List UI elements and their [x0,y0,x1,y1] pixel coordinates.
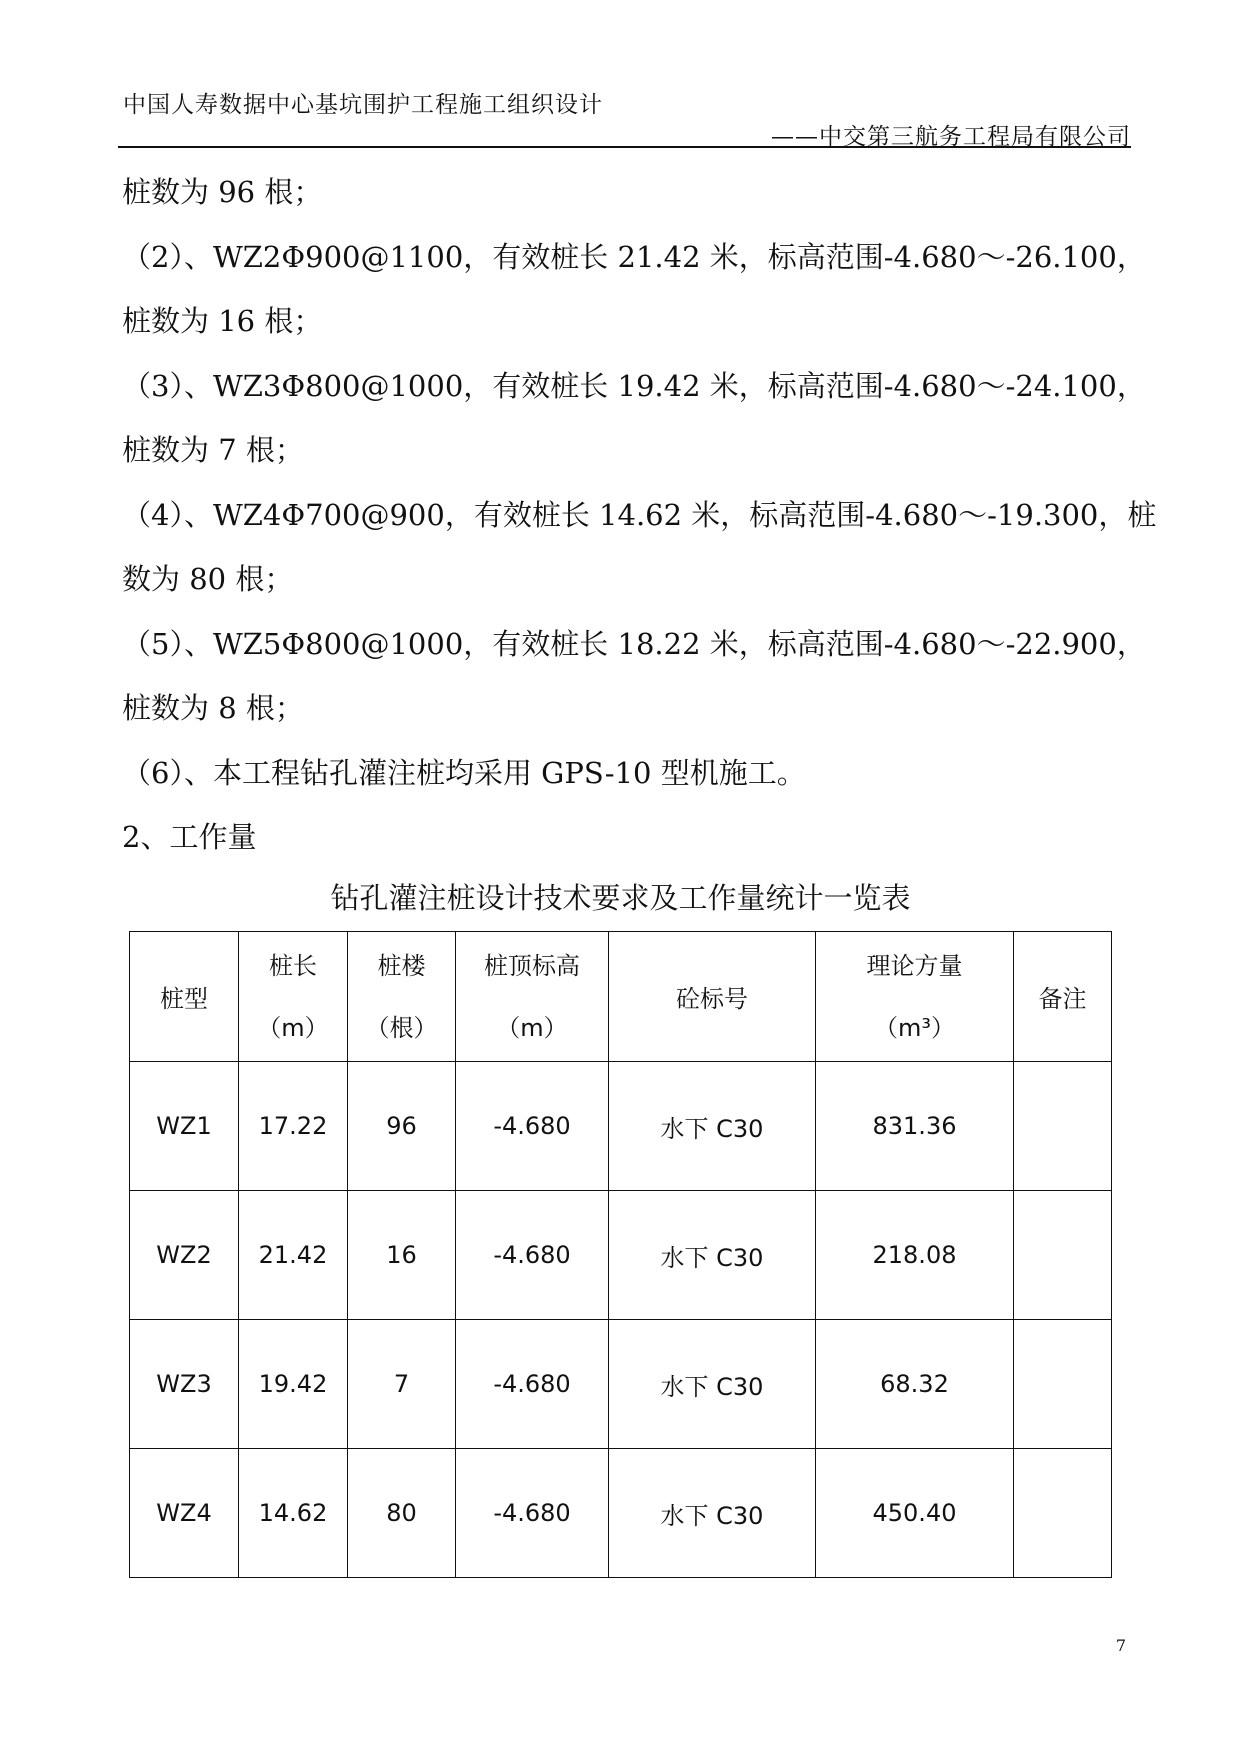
body-line: 桩数为 7 根； [122,433,304,467]
cell-type: WZ4 [130,1449,239,1578]
cell-remark [1014,1062,1112,1191]
table-row [130,1191,1112,1320]
cell-length: 14.62 [239,1449,348,1578]
cell-length: 17.22 [239,1062,348,1191]
cell-top-elevation: -4.680 [456,1062,609,1191]
body-line: （6）、本工程钻孔灌注桩均采用 GPS-10 型机施工。 [122,755,806,790]
header-count-unit: （根） [365,1013,438,1042]
cell-concrete-grade: 水下 C30 [609,1449,816,1578]
table-row [130,1320,1112,1449]
body-line: 桩数为 96 根； [122,175,323,209]
cell-remark [1014,1449,1112,1578]
running-header-company: ——中交第三航务工程局有限公司 [771,124,1131,150]
header-volume-label: 理论方量 [866,951,963,980]
cell-remark [1014,1320,1112,1449]
header-top-elevation [456,932,609,1062]
cell-count: 16 [348,1191,456,1320]
cell-type: WZ1 [130,1062,239,1191]
header-length [239,932,348,1062]
header-length-label: 桩长 [269,951,317,980]
header-top-elevation-label: 桩顶标高 [484,951,580,980]
cell-concrete-grade: 水下 C30 [609,1320,816,1449]
body-line: 桩数为 8 根； [122,691,304,725]
body-text [122,160,1157,870]
cell-top-elevation: -4.680 [456,1320,609,1449]
body-line: （2）、WZ2Φ900@1100，有效桩长 21.42 米，标高范围-4.680～-26.100， [122,239,1146,274]
header-count-label: 桩楼 [377,951,426,980]
cell-volume: 450.40 [816,1449,1014,1578]
table-header-row [130,932,1112,1062]
header-remark: 备注 [1014,932,1112,1062]
page-number: 7 [1115,1636,1126,1655]
body-line: 数为 80 根； [122,562,294,596]
header-volume-unit: （m³） [874,1013,955,1042]
body-line: （5）、WZ5Φ800@1000，有效桩长 18.22 米，标高范围-4.680～-22.900， [122,626,1146,661]
cell-concrete-grade: 水下 C30 [609,1062,816,1191]
body-line: 桩数为 16 根； [122,304,323,338]
cell-remark [1014,1191,1112,1320]
cell-length: 19.42 [239,1320,348,1449]
table-title: 钻孔灌注桩设计技术要求及工作量统计一览表 [330,881,911,915]
cell-type: WZ3 [130,1320,239,1449]
cell-count: 7 [348,1320,456,1449]
header-concrete-grade: 砼标号 [609,932,816,1062]
section-heading: 2、工作量 [122,820,257,854]
cell-top-elevation: -4.680 [456,1449,609,1578]
cell-type: WZ2 [130,1191,239,1320]
header-type: 桩型 [130,932,239,1062]
cell-length: 21.42 [239,1191,348,1320]
running-header-title: 中国人寿数据中心基坑围护工程施工组织设计 [123,92,603,118]
cell-volume: 218.08 [816,1191,1014,1320]
header-count [348,932,456,1062]
cell-top-elevation: -4.680 [456,1191,609,1320]
body-line: （3）、WZ3Φ800@1000，有效桩长 19.42 米，标高范围-4.680～-24.100， [122,368,1146,403]
table-row [130,1449,1112,1578]
header-length-unit: （m） [257,1013,329,1042]
header-rule [118,146,1131,148]
table-row [130,1062,1112,1191]
cell-volume: 68.32 [816,1320,1014,1449]
header-volume [816,932,1014,1062]
workload-table [129,931,1112,1578]
body-line: （4）、WZ4Φ700@900，有效桩长 14.62 米，标高范围-4.680～-19.300，桩 [122,497,1157,532]
cell-count: 96 [348,1062,456,1191]
cell-volume: 831.36 [816,1062,1014,1191]
cell-concrete-grade: 水下 C30 [609,1191,816,1320]
header-top-elevation-unit: （m） [496,1013,568,1042]
cell-count: 80 [348,1449,456,1578]
